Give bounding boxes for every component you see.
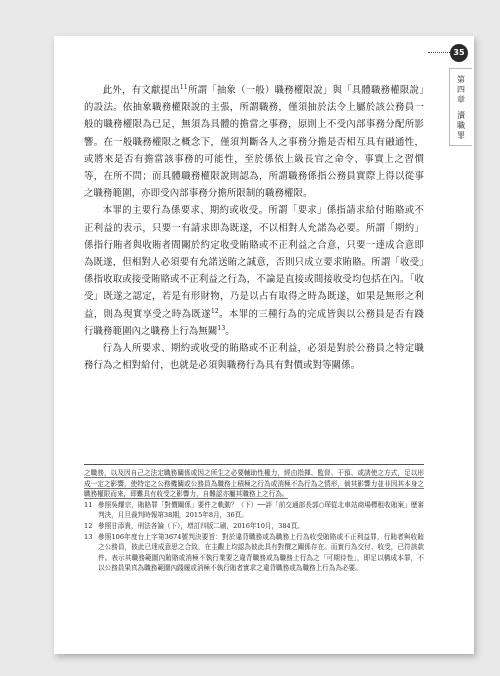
- footnote-number: 12: [84, 521, 93, 530]
- side-tab-char: 章: [457, 95, 465, 104]
- book-page: [54, 36, 474, 654]
- footnote-text: 參照106年度台上字第3674號判決要旨：對於違背職務或為職務上行為收受賄賂或不正利益罪，行賄者與收賄之公務員，彼此已達成意思之合致，在主觀上均認為彼此具有對價之關係存在。而實行為交付、收受，已符該款件。表示其職務範圍內賄賂或消極不執行業要之違背職務或為職務上行為之「可期待性」，即足以構成本罪，不以公務員果真為職務範圍內踐履或消極不執行賄者實求之違背職務或為職務上行為為必要。: [98, 532, 424, 573]
- side-tab-char: 第: [457, 75, 465, 84]
- main-text: [84, 82, 424, 374]
- footnote-number: 13: [84, 532, 93, 541]
- footnote-text: 參照吳耀宗，賄賂罪「對價關係」要件之軌動？（下）──評「前交通部長郭○琛從北車站商場標租收賄案」歷審判決，月旦裁判時報第38期，2015年8月，36頁。: [98, 500, 424, 520]
- paragraph-text: 本罪的主要行為係要求、期約或收受。所謂「要求」係指請求給付賄賂或不正利益的表示，只要一有請求即為既遂，不以相對人允諾為必要。所謂「期約」係指行賄者與收賄者間關於約定收受賄賂或不正利益之合意，只要一達成合意即為既遂，但相對人必須要有允諾送賄之誠意，否則只成立要求賄賂。所謂「收受」係指收取或接受賄賂或不正利益之行為，不論是直接或間接收受均包括在內。「收受」既遂之認定，若是有形財物，乃是以占有取得之時為既遂，如果是無形之利益，則為現實享受之時為既遂: [84, 205, 424, 320]
- footnote-ref: 12: [210, 307, 219, 315]
- paragraph-text: 。本罪的三種行為的完成皆與以公務員是否有踐行職務範圍內之職務上行為無關: [84, 308, 424, 337]
- footnote-continuation: [84, 468, 424, 500]
- footnote-item: [84, 500, 424, 521]
- paragraph-text: 此外，有文獻提出: [102, 85, 180, 96]
- footnote-item: [84, 521, 424, 532]
- footnote-number: 11: [84, 500, 93, 509]
- header-dotted-line: [428, 52, 450, 53]
- footnote-ref: 13: [217, 324, 226, 332]
- paragraph: [84, 202, 424, 340]
- footnote-divider: [84, 464, 424, 465]
- chapter-side-tab: [449, 68, 472, 146]
- side-tab-char: 罪: [457, 131, 465, 140]
- page-number: 35: [450, 44, 468, 62]
- side-tab-char: 職: [457, 121, 465, 130]
- side-tab-char: 瀆: [457, 111, 465, 120]
- footnote-text: 參照甘添貴，刑法各論（下），增訂四版二刷，2016年10月，384頁。: [98, 521, 304, 530]
- side-tab-char: 四: [457, 85, 465, 94]
- footnote-text: 之職務，以及因自己之法定職務關係或因之所生之必要輔助性權力，經由指揮、監督、干預、或誘使之方式，足以形成一定之影響，使特定之公務機關或公務員為職務上積極之行為或消極不為行為之情形，倘其影響力並非因其本身之職務權限而來，即難具有收受之影響力，自難認亦屬其職務上之行為。: [84, 469, 424, 499]
- paragraph: [84, 340, 424, 374]
- paragraph-text: 。: [225, 325, 235, 337]
- paragraph-text: 所謂「抽象（一般）職務權限說」與「具體職務權限說」的設法。依抽象職務權限說的主張，所謂職務，僅須抽於法令上屬於該公務員一般的職務權限為已足，無須為具體的擔當之事務，原則上不受內部事務分配所影響。在一般職務權限之概念下，僅須判斷各人之事務分擔是否相互具有融通性，或將來是否有擔當該事務的可能性，至於係依上級長官之命令、事實上之習慣等，在所不問；而具體職務權限說則認為，所謂職務係指公務員實際上得以從事之職務範圍，亦即受內部事務分擔所限制的職務權限。: [84, 85, 425, 200]
- paragraph: [84, 82, 424, 202]
- footnote-item: [84, 532, 424, 574]
- footnotes: [84, 468, 424, 574]
- paragraph-text: 行為人所要求、期約或收受的賄賂或不正利益，必須是對於公務員之特定職務行為之相對給付，也就是必須與職務行為具有對價或對等關係。: [84, 343, 424, 372]
- footnote-ref: 11: [179, 83, 188, 91]
